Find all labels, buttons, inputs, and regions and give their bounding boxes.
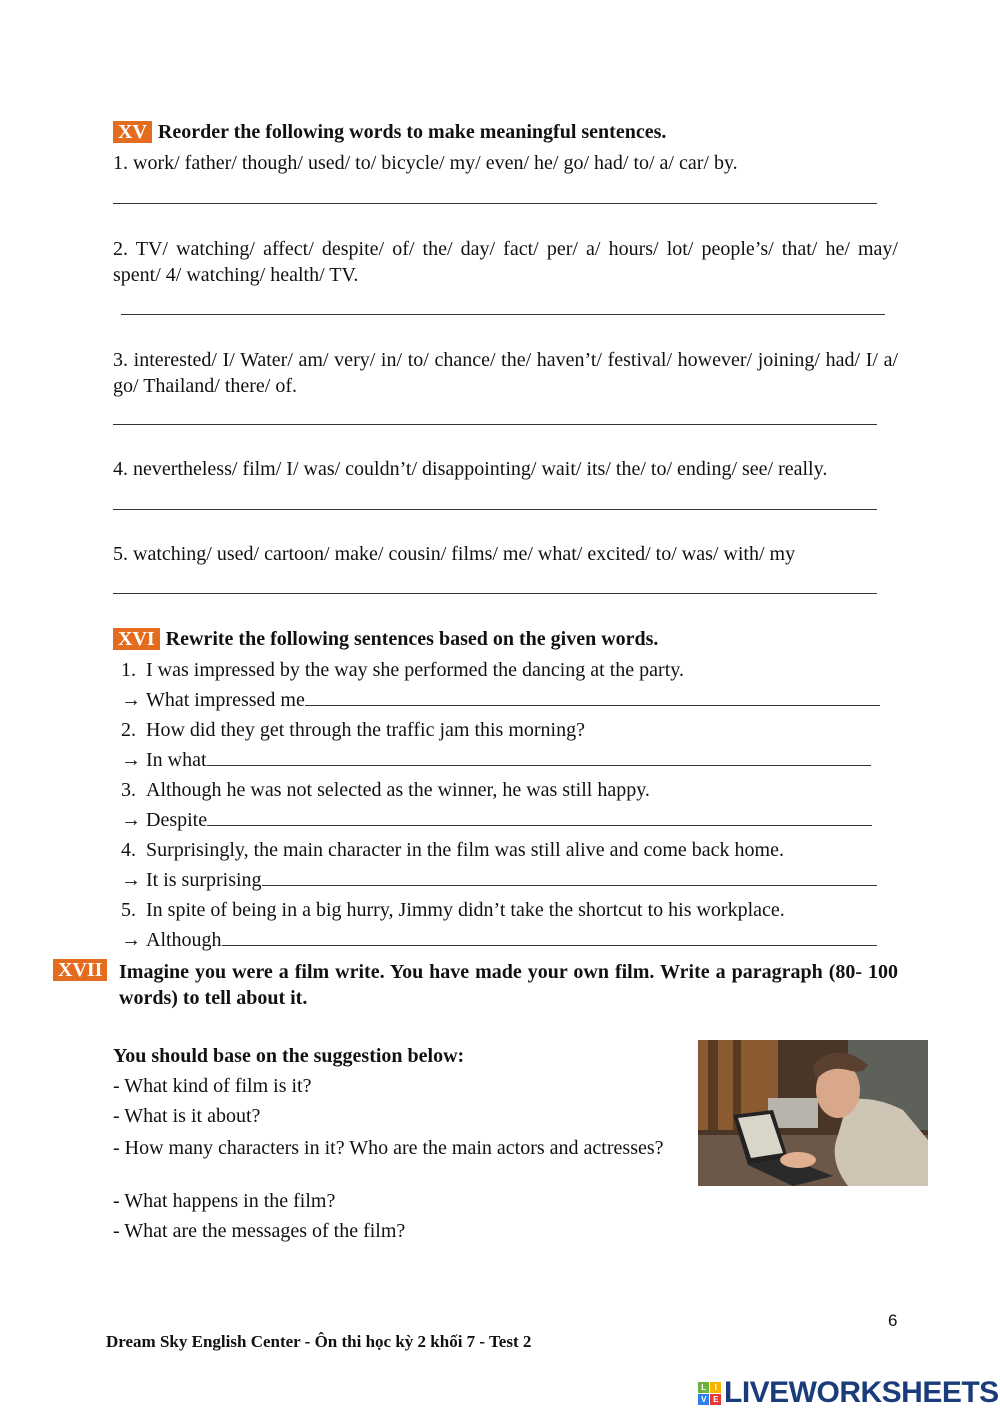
rewrite-answer [121,929,877,952]
answer-prompt: What impressed me [146,689,305,711]
arrow-icon: → [121,809,141,831]
rewrite-question [121,719,585,742]
section-title: Rewrite the following sentences based on the given words. [165,628,659,650]
question-text: Surprisingly, the main character in the film was still alive and come back home. [146,839,784,861]
answer-line[interactable] [305,689,880,706]
footer-text: Dream Sky English Center - Ôn thi học kỳ 2 khối 7 - Test 2 [106,1332,532,1351]
section-title: Imagine you were a film write. You have made your own film. Write a paragraph (80- 100 words) to tell about it. [119,961,898,1009]
suggestion: - What kind of film is it? [113,1075,312,1097]
section-xvi-header [113,628,658,651]
rewrite-question [121,899,785,922]
question-text: 5. watching/ used/ cartoon/ make/ cousin/ films/ me/ what/ excited/ to/ was/ with/ my [113,543,796,565]
rewrite-answer [121,749,871,772]
section-tag: XVII [53,959,107,981]
page-number: 6 [888,1311,898,1330]
question-text: I was impressed by the way she performed the dancing at the party. [146,659,684,681]
logo-text: LIVEWORKSHEETS [724,1376,999,1409]
answer-line[interactable] [113,203,877,204]
question-number: 2. [121,719,136,741]
question-text: Although he was not selected as the winner, he was still happy. [146,779,650,801]
answer-line[interactable] [113,593,877,594]
suggestion: - What is it about? [113,1105,261,1127]
section-tag: XV [113,121,152,143]
rewrite-question [121,839,784,862]
answer-line[interactable] [113,509,877,510]
answer-prompt: Although [146,929,222,951]
section-xvii-tag-wrap [53,959,113,982]
answer-line[interactable] [222,929,877,946]
suggestion: - What happens in the film? [113,1190,336,1212]
answer-line[interactable] [262,869,877,886]
answer-prompt: In what [146,749,207,771]
arrow-icon: → [121,689,141,711]
question-number: 5. [121,899,136,921]
question-number: 3. [121,779,136,801]
question-text: 1. work/ father/ though/ used/ to/ bicycle/ my/ even/ he/ go/ had/ to/ a/ car/ by. [113,152,738,174]
rewrite-answer [121,869,877,892]
answer-line[interactable] [121,314,885,315]
question-text: How did they get through the traffic jam this morning? [146,719,585,741]
suggestion-title: You should base on the suggestion below: [113,1045,465,1067]
question-number: 4. [121,839,136,861]
section-tag: XVI [113,628,160,650]
section-title: Reorder the following words to make meaningful sentences. [157,121,667,143]
arrow-icon: → [121,929,141,951]
question-text: 3. interested/ I/ Water/ am/ very/ in/ to/ chance/ the/ haven’t/ festival/ however/ joining/ had/ I/ a/ go/ Thailand/ there/ of. [113,349,898,397]
suggestion: - What are the messages of the film? [113,1220,406,1242]
arrow-icon: → [121,869,141,891]
answer-prompt: Despite [146,809,208,831]
question-text: 4. nevertheless/ film/ I/ was/ couldn’t/ disappointing/ wait/ its/ the/ to/ ending/ see/ really. [113,458,828,480]
logo-icon: L I V E [698,1382,722,1406]
rewrite-question [121,779,650,802]
question-number: 1. [121,659,136,681]
rewrite-question [121,659,684,682]
answer-line[interactable] [207,809,872,826]
suggestion: - How many characters in it? Who are the main actors and actresses? [113,1137,664,1159]
rewrite-answer [121,809,872,832]
photo-man-typing-on-laptop [698,1040,928,1186]
answer-line[interactable] [207,749,871,766]
question-text: 2. TV/ watching/ affect/ despite/ of/ the/ day/ fact/ per/ a/ hours/ lot/ people’s/ that/ he/ may/ spent/ 4/ watching/ health/ TV. [113,238,898,286]
answer-line[interactable] [113,424,877,425]
liveworksheets-logo[interactable] [698,1376,999,1410]
question-text: In spite of being in a big hurry, Jimmy didn’t take the shortcut to his workplace. [146,899,785,921]
rewrite-answer [121,689,880,712]
section-xv-header [113,121,666,144]
arrow-icon: → [121,749,141,771]
answer-prompt: It is surprising [146,869,262,891]
